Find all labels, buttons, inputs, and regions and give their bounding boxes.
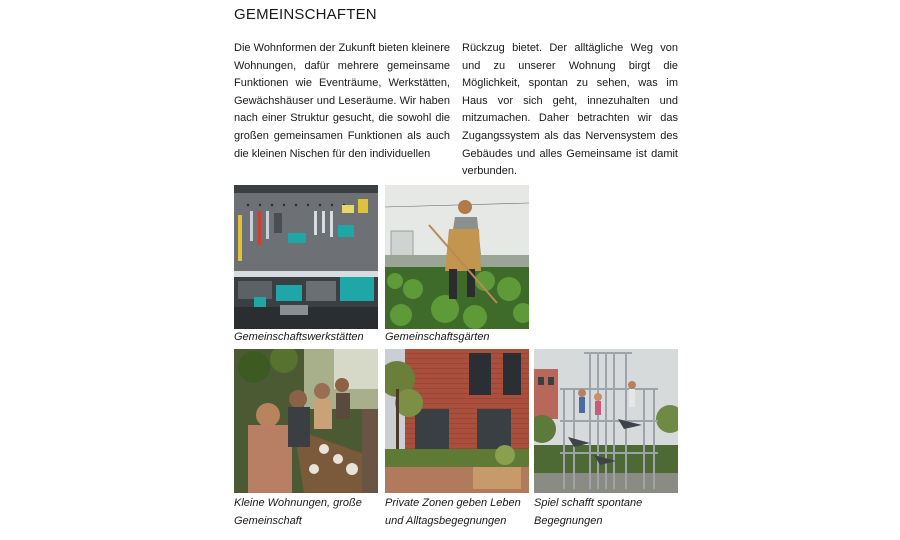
playground-photo	[534, 349, 678, 493]
caption-workshop: Gemeinschaftswerkstätten	[234, 331, 364, 343]
body-text-right-column: Rückzug bietet. Der alltägliche Weg von und zu unserer Wohnung birgt die Möglichkeit, spontan zu sehen, was im Haus vor sich geht, innezuhalten und mitzumachen. Daher betrachten wir das Zugangssystem als das Nervensystem des Gebäudes und alles Gemeinsame ist damit verbunden.	[462, 42, 678, 178]
caption-garden: Gemeinschaftsgärten	[385, 331, 490, 343]
body-text-left-column: Die Wohnformen der Zukunft bieten kleinere Wohnungen, dafür mehrere gemeinsame Funktionen wie Eventräume, Werkstätten, Gewächshäuser und Leseräume. Wir haben nach einer Struktur gesucht, die sowohl die großen gemeinsamen Funktionen als auch die kleinen Nischen für den individuellen	[234, 42, 450, 160]
caption-dinner: Kleine Wohnungen, große Gemeinschaft	[234, 497, 362, 527]
caption-playground: Spiel schafft spontane Begegnungen	[534, 497, 643, 527]
caption-private-zones: Private Zonen geben Leben und Alltagsbegegnungen	[385, 497, 521, 527]
dinner-photo	[234, 349, 378, 493]
page-title: GEMEINSCHAFTEN	[234, 6, 377, 23]
garden-photo	[385, 185, 529, 329]
private-zones-photo	[385, 349, 529, 493]
workshop-photo	[234, 185, 378, 329]
